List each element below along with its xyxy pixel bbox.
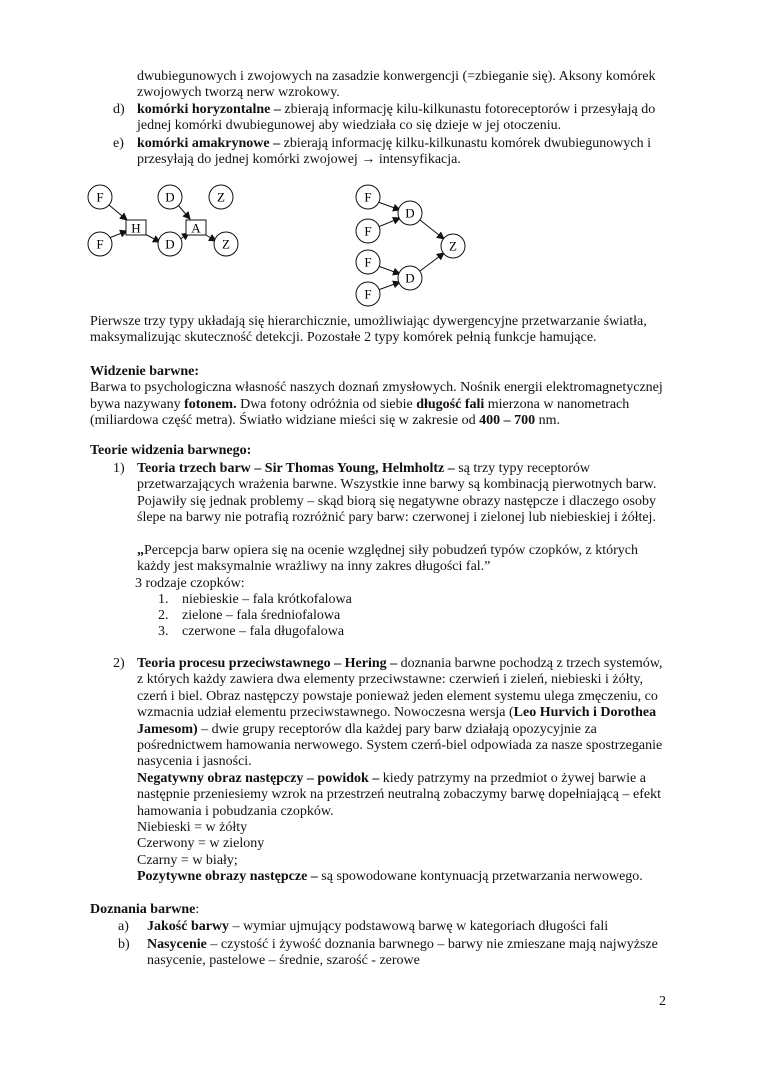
bold-text: Doznania barwne (90, 902, 196, 917)
text-line (0, 937, 760, 953)
list-marker: d) (113, 102, 125, 117)
list-marker: 1) (113, 461, 125, 476)
text: Czarny = w biały; (137, 852, 238, 868)
bold-text: komórki horyzontalne – (137, 102, 281, 117)
bold-text: Teoria procesu przeciwstawnego – Hering – (137, 656, 398, 671)
bold-text: Negatywny obraz następczy – powidok – (137, 770, 380, 786)
text: nm. (535, 413, 561, 429)
text-line (0, 836, 760, 852)
text: – dwie grupy receptorów dla każdej pary barw działają opozycyjnie za (197, 721, 597, 737)
text: doznania barwne pochodzą z trzech systemów, (397, 656, 663, 671)
text: Percepcja barw opiera się na ocenie względnej siły pobudzeń typów czopków, z których (144, 543, 638, 558)
text-line (0, 787, 760, 803)
text-line (0, 705, 760, 721)
node-label: Z (222, 236, 230, 252)
list-marker: 2. (158, 608, 169, 623)
text: czerń i biel. Obraz następczy powstaje ponieważ jeden element systemu ulega zmęczeniu, co (137, 688, 658, 704)
text-line (0, 919, 760, 935)
list-marker: 3. (158, 624, 169, 639)
node-label: F (96, 189, 104, 205)
text: kiedy patrzymy na przedmiot o żywej barwie a (379, 770, 646, 786)
cell-node (214, 232, 238, 256)
text: przetwarzających wrażenia barwne. Wszystkie inne barwy są kombinacją pierwotnych barw. (137, 477, 657, 493)
list-marker: e) (113, 136, 124, 151)
text: (miliardowa część metra). Światło widziane mieści się w zakresie od (90, 413, 480, 429)
text-line (0, 869, 760, 885)
bold-text: Leo Hurvich i Dorothea (513, 705, 657, 721)
text-line (0, 559, 760, 575)
text: jednej komórki dwubiegunowej aby wiedziała co się dzieje w jej otoczeniu. (137, 118, 562, 134)
text-line (0, 543, 760, 559)
text: bywa nazywany (90, 396, 185, 412)
text: 3 rodzaje czopków: (135, 575, 245, 591)
text: zbierają informację kilku-kilkunastu komórek dwubiegunowych i (280, 136, 652, 151)
text-line (0, 443, 760, 459)
text: następnie przeniesiemy wzrok na przestrzeń neutralną zobaczymy barwę dopełniającą – efekt (137, 787, 661, 803)
text: wzmacnia udział elementu przeciwstawnego. Nowoczesna wersja ( (137, 705, 514, 721)
list-block (0, 608, 760, 624)
list-block (0, 919, 760, 935)
cell-node (356, 250, 380, 274)
interneuron-box (186, 220, 206, 236)
text: czerwone – fala długofalowa (182, 624, 345, 639)
text-line (0, 364, 760, 380)
text-line (0, 953, 760, 969)
text: Niebieski = w żółty (137, 819, 248, 835)
text-line (0, 672, 760, 688)
text: Dwa fotony odróżnia od siebie (236, 396, 417, 412)
text: maksymalizując skuteczność detekcji. Pozostałe 2 typy komórek pełnią funkcje hamujące. (90, 330, 597, 346)
text-line (0, 624, 760, 640)
text: Pojawiły się jednak problemy – skąd biorą się negatywne obrazy następcze i dlaczego osoby (137, 493, 657, 509)
text-line (0, 738, 760, 754)
text-line (0, 510, 760, 526)
cell-node (356, 185, 380, 209)
bold-text: „ (137, 543, 144, 558)
list-marker: 2) (113, 656, 125, 671)
cell-node (158, 185, 182, 209)
node-label: F (364, 189, 372, 205)
text-line (0, 820, 760, 836)
text-line (0, 608, 760, 624)
text-line (0, 853, 760, 869)
bold-text: Nasycenie (147, 937, 207, 952)
text-line (0, 477, 760, 493)
text: mierzona w nanometrach (484, 396, 630, 412)
text-line (0, 689, 760, 705)
list-block (0, 937, 760, 970)
bold-text: Teoria trzech barw – Sir Thomas Young, Helmholtz – (137, 461, 455, 476)
text: zielone – fala średniofalowa (182, 608, 341, 623)
text: każdy jest maksymalnie wrażliwy na inny zakres długości fal.” (137, 559, 491, 575)
text-line (0, 494, 760, 510)
text: pośrednictwem hamowania nerwowego. System czerń-biel odpowiada za nasze spostrzeganie (137, 737, 663, 753)
cell-node (356, 219, 380, 243)
text-line (0, 722, 760, 738)
retina-cell-diagrams (0, 0, 760, 320)
paragraph (0, 902, 760, 918)
bold-text: 400 – 700 (479, 413, 536, 429)
node-label: A (191, 220, 201, 236)
text-line (0, 804, 760, 820)
text-line (0, 461, 760, 477)
cell-node (356, 282, 380, 306)
cell-node (158, 232, 182, 256)
bold-text: Jamesom) (137, 721, 198, 737)
bold-text: długość fali (416, 396, 485, 412)
cell-node (398, 201, 422, 225)
text: : (195, 902, 200, 917)
text: dwubiegunowych i zwojowych na zasadzie konwergencji (=zbieganie się). Aksony komórek (137, 69, 656, 84)
cell-node (88, 232, 112, 256)
node-label: H (131, 220, 141, 236)
text-line (0, 771, 760, 787)
bold-text: Jakość barwy (147, 919, 230, 934)
node-label: D (405, 270, 415, 286)
text: przesyłają do jednej komórki zwojowej → intensyfikacja. (137, 152, 461, 168)
list-marker: a) (118, 919, 129, 934)
text: nasycenie, pastelowe – średnie, szarość - zerowe (147, 953, 420, 969)
text: hamowania i pobudzania czopków. (137, 803, 334, 819)
list-block (0, 656, 760, 885)
list-block (0, 543, 760, 592)
text: ślepe na barwy nie potrafią rozróżnić pary barw: czerwonej i zielonej lub niebieskiej i żółtej. (137, 510, 656, 526)
cell-node (209, 185, 233, 209)
node-label: F (364, 286, 372, 302)
bold-text: komórki amakrynowe – (137, 136, 281, 151)
interneuron-box (126, 220, 146, 236)
node-label: D (165, 236, 175, 252)
text-line (0, 380, 760, 396)
bold-text: fotonem. (184, 396, 237, 412)
list-block (0, 592, 760, 608)
node-label: F (96, 236, 104, 252)
list-marker: 1. (158, 592, 169, 607)
text: z których każdy zawiera dwa elementy przeciwstawne: czerwień i zieleń, niebieski i żółty, (137, 672, 643, 688)
node-label: Z (217, 189, 225, 205)
text-line (0, 413, 760, 429)
paragraph (0, 364, 760, 430)
bold-text: Widzenie barwne: (90, 364, 200, 379)
text: nasycenia i jasności. (137, 754, 252, 770)
text-line (0, 397, 760, 413)
text: – wymiar ujmujący podstawową barwę w kategoriach długości fali (229, 919, 609, 934)
text: Czerwony = w zielony (137, 836, 265, 852)
text-line (0, 330, 760, 346)
text-line (0, 656, 760, 672)
node-label: F (364, 254, 372, 270)
text-line (0, 754, 760, 770)
text-line (0, 576, 760, 592)
text: zbierają informację kilu-kilkunastu fotoreceptorów i przesyłają do (280, 102, 656, 117)
list-marker: b) (118, 937, 130, 952)
text: niebieskie – fala krótkofalowa (182, 592, 352, 607)
node-label: D (405, 205, 415, 221)
text: zwojowych tworzą nerw wzrokowy. (137, 85, 340, 101)
list-block (0, 624, 760, 640)
text: są trzy typy receptorów (454, 461, 591, 476)
bold-text: Pozytywne obrazy następcze – (137, 869, 318, 885)
cell-node (441, 234, 465, 258)
node-label: F (364, 223, 372, 239)
node-label: Z (449, 238, 457, 254)
page-number: 2 (659, 994, 666, 1009)
list-block (0, 461, 760, 527)
text-line (0, 592, 760, 608)
text: Pierwsze trzy typy układają się hierarchicznie, umożliwiając dywergencyjne przetwarzanie światła, (90, 314, 647, 329)
text: są spowodowane kontynuacją przetwarzania nerwowego. (317, 869, 643, 885)
paragraph (0, 443, 760, 459)
cell-node (88, 185, 112, 209)
bold-text: Teorie widzenia barwnego: (90, 443, 252, 458)
node-label: D (165, 189, 175, 205)
cell-node (398, 266, 422, 290)
text: – czystość i żywość doznania barwnego – barwy nie zmieszane mają najwyższe (206, 937, 658, 952)
text: Barwa to psychologiczna własność naszych doznań zmysłowych. Nośnik energii elektromagnetycznej (90, 380, 663, 396)
text-line (0, 902, 760, 918)
